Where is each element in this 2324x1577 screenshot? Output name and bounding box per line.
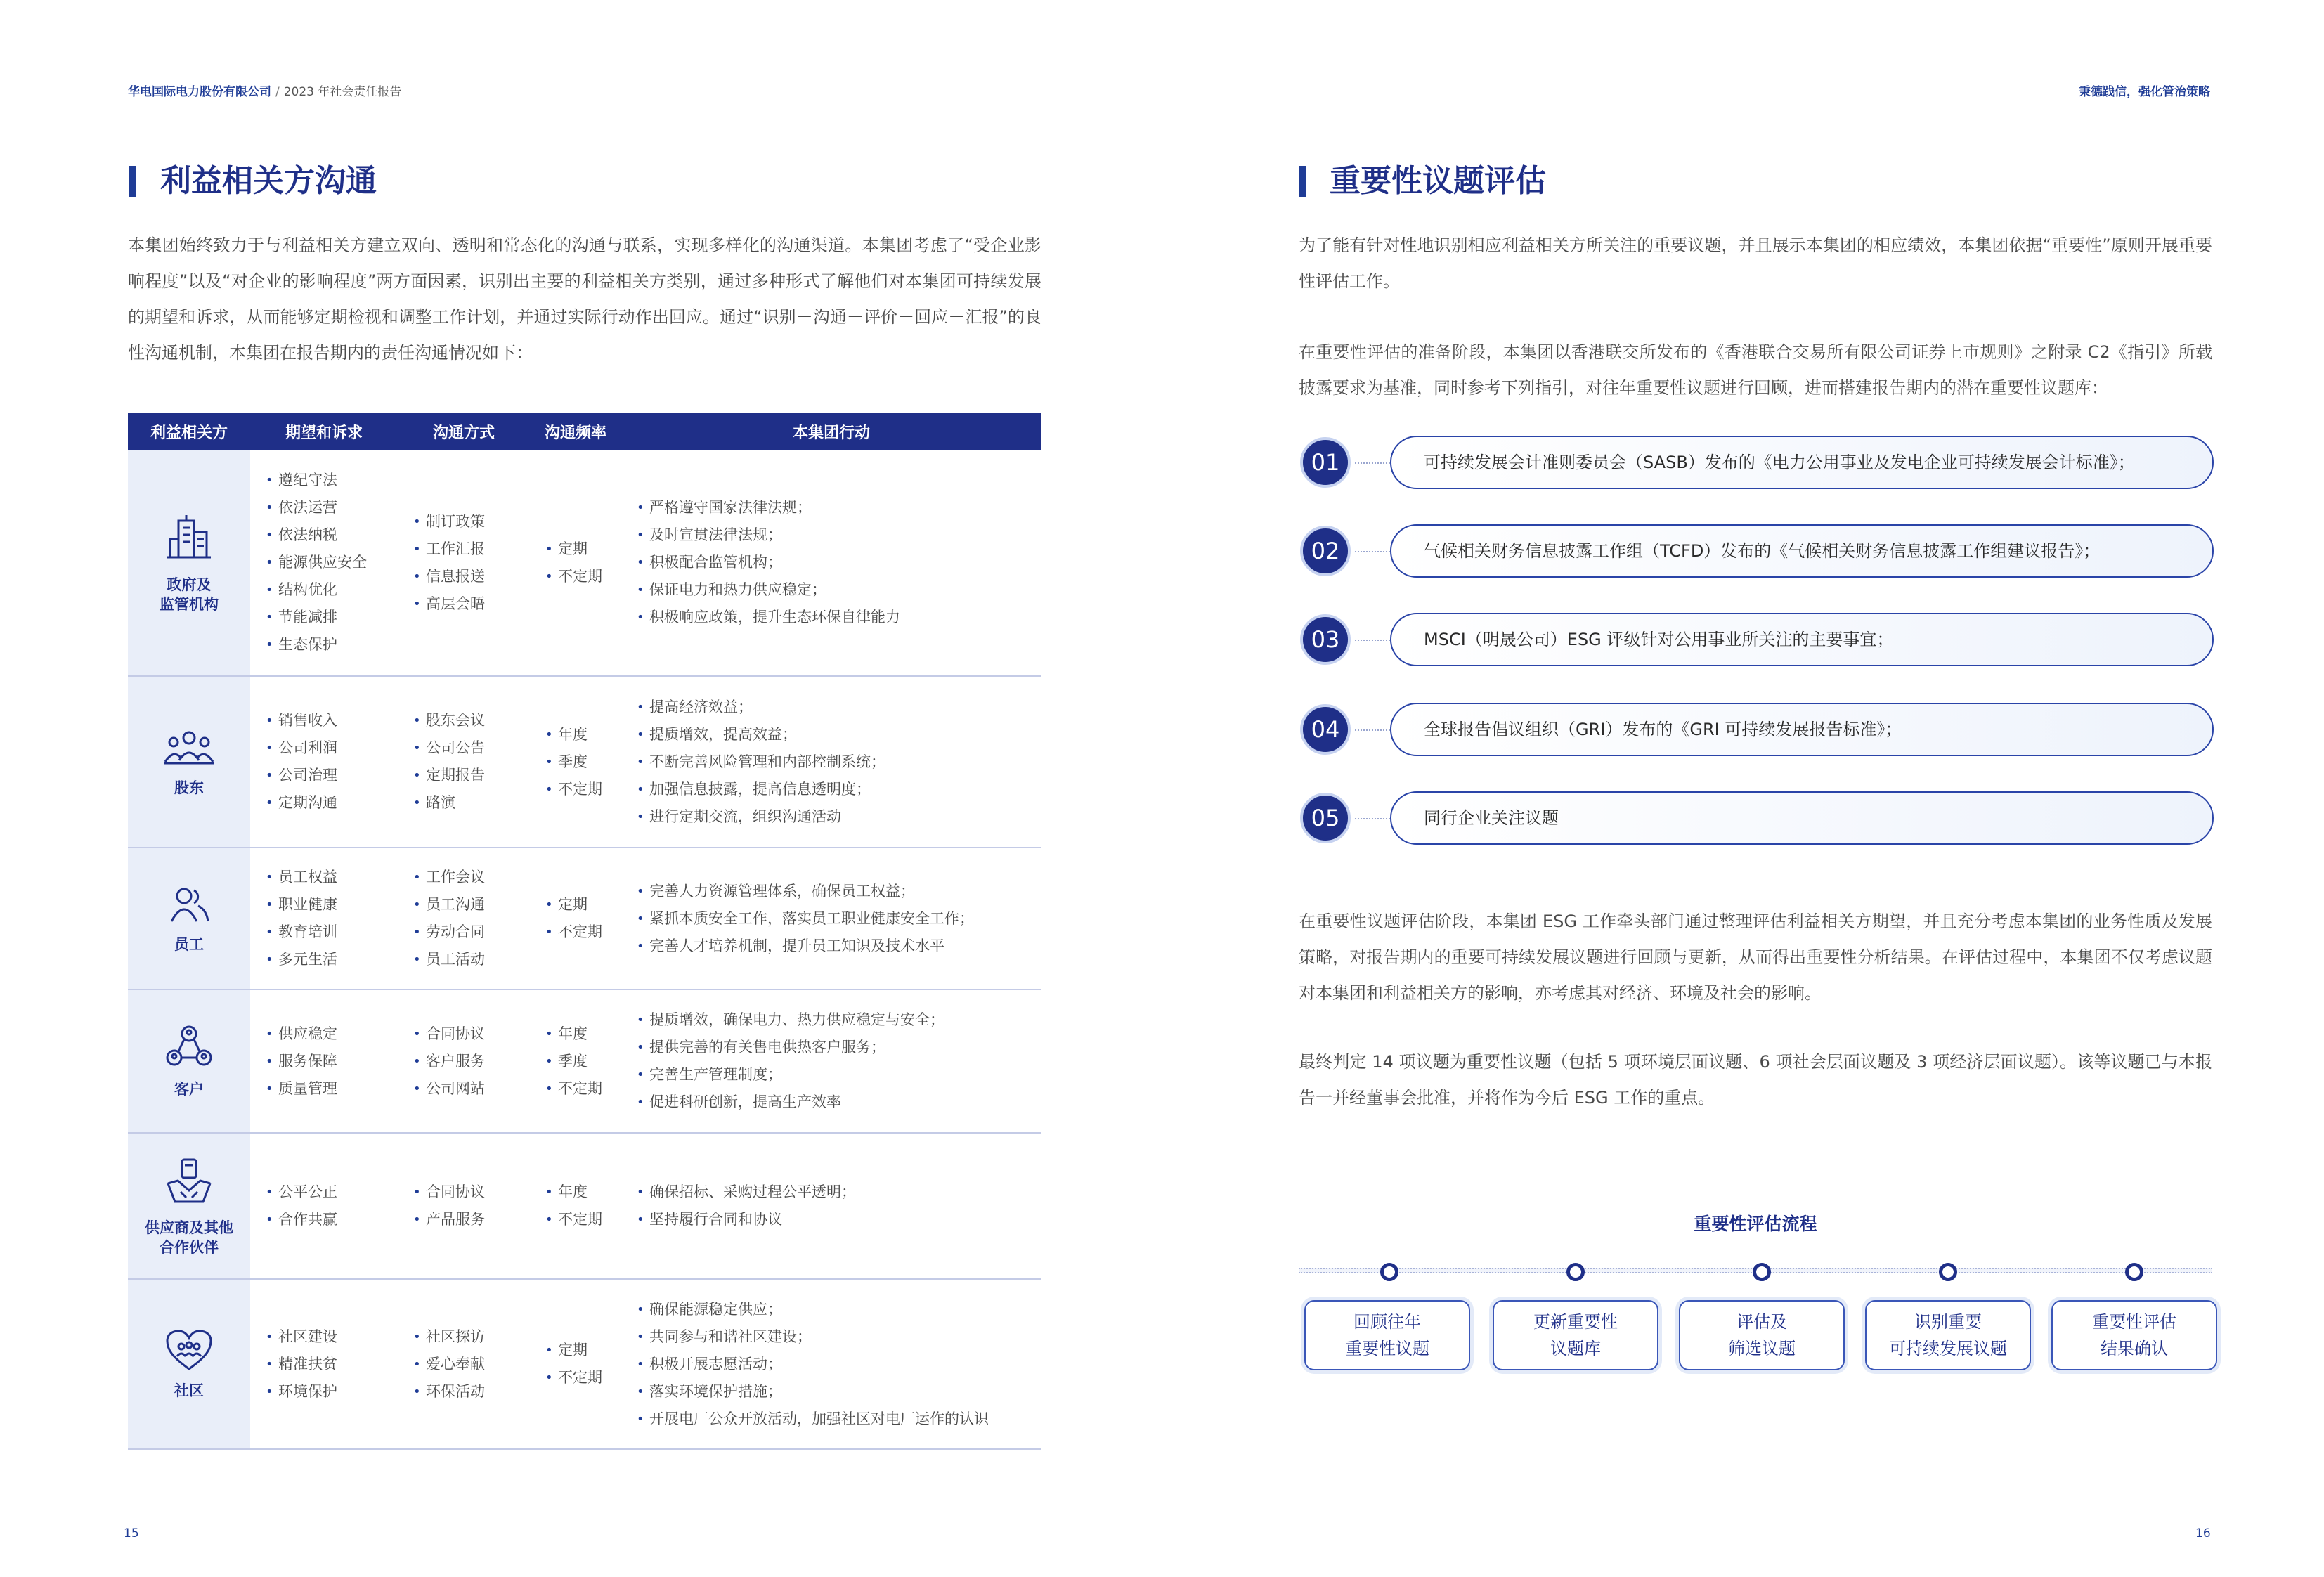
list-item: • 不定期 — [543, 563, 621, 590]
flow-step-line: 结果确认 — [2101, 1339, 2168, 1358]
cell-expectations — [250, 676, 398, 848]
list-item: • 生态保护 — [263, 631, 398, 658]
list-item: • 教育培训 — [263, 919, 398, 946]
list-item: • 不定期 — [543, 919, 621, 946]
list-item: • 提高经济效益； — [634, 694, 1041, 721]
list-item: • 紧抓本质安全工作，落实员工职业健康安全工作； — [634, 905, 1041, 933]
list-item: • 不定期 — [543, 1206, 621, 1233]
list-item: • 公平公正 — [263, 1179, 398, 1206]
guideline-number: 01 — [1300, 437, 1351, 488]
employees-icon — [128, 883, 250, 930]
header-right-title: 秉德践信，强化管治策略 — [2079, 85, 2210, 99]
cell-expectations — [250, 989, 398, 1133]
section-title-materiality: 重要性议题评估 — [1299, 163, 1546, 200]
list-item: • 员工沟通 — [410, 891, 530, 919]
frequency-list — [543, 891, 621, 946]
flow-node — [1380, 1263, 1398, 1281]
shareholders-group-icon — [128, 727, 250, 774]
cell-frequency — [530, 1279, 621, 1449]
flow-step-label — [2092, 1309, 2176, 1362]
methods-list — [410, 508, 530, 618]
cell-frequency — [530, 848, 621, 989]
list-item: • 合同协议 — [410, 1179, 530, 1206]
stakeholder-category — [128, 848, 250, 989]
government-building-icon — [128, 511, 250, 571]
flow-step-label — [1889, 1309, 2007, 1362]
flow-step-line: 更新重要性 — [1533, 1312, 1618, 1332]
flow-step — [1865, 1300, 2031, 1370]
flow-step-line: 重要性评估 — [2092, 1312, 2176, 1332]
list-item: • 确保招标、采购过程公平透明； — [634, 1179, 1041, 1206]
community-heart-icon — [128, 1328, 250, 1377]
flow-step-label — [1728, 1309, 1796, 1362]
guideline-number: 02 — [1300, 526, 1351, 576]
stakeholder-category — [128, 450, 250, 676]
frequency-list — [543, 536, 621, 590]
guideline-item — [1300, 524, 2214, 578]
table-header-cell: 沟通频率 — [530, 413, 621, 450]
list-item: • 制订政策 — [410, 508, 530, 536]
table-row — [128, 450, 1041, 676]
guideline-item — [1300, 791, 2214, 845]
list-item: • 能源供应安全 — [263, 549, 398, 576]
list-item: • 定期 — [543, 1337, 621, 1364]
guideline-text: 全球报告倡议组织（GRI）发布的《GRI 可持续发展报告标准》； — [1390, 703, 2214, 756]
table-header-cell: 期望和诉求 — [250, 413, 398, 450]
connector-dots — [1355, 729, 1390, 731]
guideline-text: 气候相关财务信息披露工作组（TCFD）发布的《气候相关财务信息披露工作组建议报告》； — [1390, 524, 2214, 578]
stakeholder-category — [128, 1133, 250, 1279]
flow-step-line: 回顾往年 — [1353, 1312, 1421, 1332]
expectations-list — [263, 467, 398, 658]
stakeholder-name: 供应商及其他 合作伙伴 — [145, 1219, 233, 1256]
list-item: • 公司利润 — [263, 734, 398, 762]
frequency-list — [543, 721, 621, 803]
guideline-number: 04 — [1300, 704, 1351, 755]
flow-step — [1304, 1300, 1470, 1370]
list-item: • 依法运营 — [263, 494, 398, 521]
list-item: • 进行定期交流，组织沟通活动 — [634, 803, 1041, 831]
expectations-list — [263, 1323, 398, 1406]
guideline-item — [1300, 613, 2214, 666]
list-item: • 坚持履行合同和协议 — [634, 1206, 1041, 1233]
expectations-list — [263, 1020, 398, 1103]
methods-list — [410, 864, 530, 973]
evaluation-paragraph-2: 最终判定 14 项议题为重要性议题（包括 5 项环境层面议题、6 项社会层面议题及 3 项经济层面议题）。该等议题已与本报告一并经董事会批准，并将作为今后 ESG 工作的重点。 — [1299, 1052, 2212, 1108]
list-item: • 质量管理 — [263, 1075, 398, 1103]
list-item: • 及时宣贯法律法规； — [634, 521, 1041, 549]
cell-frequency — [530, 676, 621, 848]
flow-step-line: 重要性议题 — [1345, 1339, 1429, 1358]
list-item: • 积极配合监管机构； — [634, 549, 1041, 576]
frequency-list — [543, 1179, 621, 1233]
guideline-text: MSCI（明晟公司）ESG 评级针对公用事业所关注的主要事宜； — [1390, 613, 2214, 666]
table-row — [128, 1133, 1041, 1279]
cell-frequency — [530, 1133, 621, 1279]
flow-node — [1566, 1263, 1585, 1281]
customers-network-icon — [128, 1024, 250, 1075]
list-item: • 公司治理 — [263, 762, 398, 789]
actions-list — [634, 694, 1041, 831]
stakeholder-category — [128, 989, 250, 1133]
list-item: • 积极开展志愿活动； — [634, 1351, 1041, 1378]
flow-title: 重要性评估流程 — [1694, 1214, 1817, 1234]
connector-dots — [1355, 462, 1390, 464]
methods-list — [410, 707, 530, 817]
list-item: • 开展电厂公众开放活动，加强社区对电厂运作的认识 — [634, 1406, 1041, 1433]
list-item: • 提质增效，提高效益； — [634, 721, 1041, 748]
page-number-right: 16 — [2195, 1526, 2211, 1540]
actions-list — [634, 1006, 1041, 1116]
methods-list — [410, 1179, 530, 1233]
list-item: • 严格遵守国家法律法规； — [634, 494, 1041, 521]
guideline-item — [1300, 703, 2214, 756]
expectations-list — [263, 864, 398, 973]
list-item: • 路演 — [410, 789, 530, 817]
list-item: • 定期 — [543, 536, 621, 563]
materiality-intro-2: 在重要性评估的准备阶段，本集团以香港联交所发布的《香港联合交易所有限公司证券上市规则》之附录 C2《指引》所载披露要求为基准，同时参考下列指引，对往年重要性议题进行回顾，进而搭建报告期内的潜在重要性议题库： — [1299, 342, 2212, 398]
table-row — [128, 989, 1041, 1133]
list-item: • 年度 — [543, 721, 621, 748]
list-item: • 不定期 — [543, 1075, 621, 1103]
list-item: • 社区探访 — [410, 1323, 530, 1351]
list-item: • 积极响应政策，提升生态环保自律能力 — [634, 604, 1041, 631]
table-header-cell: 利益相关方 — [128, 413, 250, 450]
list-item: • 不断完善风险管理和内部控制系统； — [634, 748, 1041, 776]
table-header-cell: 沟通方式 — [398, 413, 530, 450]
guideline-number: 03 — [1300, 614, 1351, 665]
list-item: • 产品服务 — [410, 1206, 530, 1233]
stakeholder-name: 社区 — [174, 1382, 204, 1399]
cell-frequency — [530, 989, 621, 1133]
methods-list — [410, 1020, 530, 1103]
frequency-list — [543, 1020, 621, 1103]
stakeholder-name: 员工 — [174, 935, 204, 953]
stakeholder-name: 政府及 监管机构 — [160, 576, 219, 613]
list-item: • 员工活动 — [410, 946, 530, 973]
methods-list — [410, 1323, 530, 1406]
list-item: • 加强信息披露，提高信息透明度； — [634, 776, 1041, 803]
flow-step-line: 议题库 — [1550, 1339, 1601, 1358]
cell-actions — [621, 989, 1041, 1133]
guideline-text: 可持续发展会计准则委员会（SASB）发布的《电力公用事业及发电企业可持续发展会计标准》； — [1390, 436, 2214, 489]
list-item: • 服务保障 — [263, 1048, 398, 1075]
flow-step-label — [1533, 1309, 1618, 1362]
materiality-intro-1: 为了能有针对性地识别相应利益相关方所关注的重要议题，并且展示本集团的相应绩效，本集团依据“重要性”原则开展重要性评估工作。 — [1299, 235, 2212, 291]
stakeholder-table — [128, 413, 1041, 1450]
connector-dots — [1355, 818, 1390, 819]
list-item: • 客户服务 — [410, 1048, 530, 1075]
list-item: • 环境保护 — [263, 1378, 398, 1406]
expectations-list — [263, 1179, 398, 1233]
list-item: • 环保活动 — [410, 1378, 530, 1406]
expectations-list — [263, 707, 398, 817]
list-item: • 爱心奉献 — [410, 1351, 530, 1378]
cell-methods — [398, 450, 530, 676]
flow-step — [1493, 1300, 1658, 1370]
section-title-stakeholder: 利益相关方沟通 — [129, 163, 377, 200]
table-row — [128, 676, 1041, 848]
flow-node — [2125, 1263, 2143, 1281]
list-item: • 年度 — [543, 1020, 621, 1048]
list-item: • 社区建设 — [263, 1323, 398, 1351]
connector-dots — [1355, 551, 1390, 552]
stakeholder-category — [128, 1279, 250, 1449]
list-item: • 合作共赢 — [263, 1206, 398, 1233]
list-item: • 共同参与和谐社区建设； — [634, 1323, 1041, 1351]
flow-step — [2051, 1300, 2217, 1370]
list-item: • 依法纳税 — [263, 521, 398, 549]
list-item: • 促进科研创新，提高生产效率 — [634, 1089, 1041, 1116]
list-item: • 信息报送 — [410, 563, 530, 590]
cell-actions — [621, 450, 1041, 676]
cell-actions — [621, 848, 1041, 989]
list-item: • 提质增效，确保电力、热力供应稳定与安全； — [634, 1006, 1041, 1034]
flow-step — [1679, 1300, 1845, 1370]
header-left — [128, 82, 401, 99]
cell-actions — [621, 676, 1041, 848]
cell-frequency — [530, 450, 621, 676]
cell-expectations — [250, 1279, 398, 1449]
actions-list — [634, 494, 1041, 631]
list-item: • 公司公告 — [410, 734, 530, 762]
guideline-item — [1300, 436, 2214, 489]
cell-actions — [621, 1133, 1041, 1279]
cell-methods — [398, 989, 530, 1133]
guideline-number: 05 — [1300, 793, 1351, 843]
list-item: • 确保能源稳定供应； — [634, 1296, 1041, 1323]
flow-node — [1939, 1263, 1957, 1281]
list-item: • 结构优化 — [263, 576, 398, 604]
list-item: • 劳动合同 — [410, 919, 530, 946]
list-item: • 遵纪守法 — [263, 467, 398, 494]
cell-methods — [398, 848, 530, 989]
list-item: • 股东会议 — [410, 707, 530, 734]
list-item: • 合同协议 — [410, 1020, 530, 1048]
list-item: • 销售收入 — [263, 707, 398, 734]
stakeholder-name: 客户 — [174, 1080, 204, 1098]
flow-step-line: 可持续发展议题 — [1889, 1339, 2007, 1358]
list-item: • 落实环境保护措施； — [634, 1378, 1041, 1406]
list-item: • 年度 — [543, 1179, 621, 1206]
list-item: • 职业健康 — [263, 891, 398, 919]
page-number-left: 15 — [124, 1526, 139, 1540]
stakeholder-category — [128, 676, 250, 848]
header-separator: / — [275, 85, 280, 99]
flow-step-line: 评估及 — [1736, 1312, 1787, 1332]
list-item: • 供应稳定 — [263, 1020, 398, 1048]
list-item: • 季度 — [543, 748, 621, 776]
cell-expectations — [250, 1133, 398, 1279]
cell-methods — [398, 676, 530, 848]
company-name: 华电国际电力股份有限公司 — [128, 85, 271, 99]
list-item: • 精准扶贫 — [263, 1351, 398, 1378]
flow-node — [1753, 1263, 1771, 1281]
list-item: • 完善人力资源管理体系，确保员工权益； — [634, 878, 1041, 905]
list-item: • 完善人才培养机制，提升员工知识及技术水平 — [634, 933, 1041, 960]
cell-actions — [621, 1279, 1041, 1449]
table-row — [128, 1279, 1041, 1449]
list-item: • 不定期 — [543, 1364, 621, 1391]
flow-step-line: 识别重要 — [1914, 1312, 1982, 1332]
list-item: • 多元生活 — [263, 946, 398, 973]
actions-list — [634, 878, 1041, 960]
list-item: • 员工权益 — [263, 864, 398, 891]
list-item: • 保证电力和热力供应稳定； — [634, 576, 1041, 604]
actions-list — [634, 1296, 1041, 1433]
cell-expectations — [250, 450, 398, 676]
report-name: 2023 年社会责任报告 — [283, 85, 402, 99]
list-item: • 定期沟通 — [263, 789, 398, 817]
cell-methods — [398, 1133, 530, 1279]
frequency-list — [543, 1337, 621, 1391]
list-item: • 公司网站 — [410, 1075, 530, 1103]
evaluation-paragraph-1: 在重要性议题评估阶段，本集团 ESG 工作牵头部门通过整理评估利益相关方期望，并且充分考虑本集团的业务性质及发展策略，对报告期内的重要可持续发展议题进行回顾与更新，从而得出重要性分析结果。在评估过程中，本集团不仅考虑议题对本集团和利益相关方的影响，亦考虑其对经济、环境及社会的影响。 — [1299, 911, 2212, 1003]
partners-handshake-icon — [128, 1155, 250, 1214]
list-item: • 工作会议 — [410, 864, 530, 891]
list-item: • 完善生产管理制度； — [634, 1061, 1041, 1089]
table-header-cell: 本集团行动 — [621, 413, 1041, 450]
table-row — [128, 848, 1041, 989]
actions-list — [634, 1179, 1041, 1233]
connector-dots — [1355, 640, 1390, 641]
list-item: • 定期报告 — [410, 762, 530, 789]
stakeholder-name: 股东 — [174, 779, 204, 796]
flow-step-line: 筛选议题 — [1728, 1339, 1796, 1358]
list-item: • 提供完善的有关售电供热客户服务； — [634, 1034, 1041, 1061]
stakeholder-intro: 本集团始终致力于与利益相关方建立双向、透明和常态化的沟通与联系，实现多样化的沟通渠道。本集团考虑了“受企业影响程度”以及“对企业的影响程度”两方面因素，识别出主要的利益相关方类别，通过多种形式了解他们对本集团可持续发展的期望和诉求，从而能够定期检视和调整工作计划，并通过实际行动作出回应。通过“识别－沟通－评价－回应－汇报”的良性沟通机制，本集团在报告期内的责任沟通情况如下： — [128, 235, 1041, 363]
list-item: • 定期 — [543, 891, 621, 919]
list-item: • 不定期 — [543, 776, 621, 803]
cell-expectations — [250, 848, 398, 989]
list-item: • 节能减排 — [263, 604, 398, 631]
table-header-row — [128, 413, 1041, 450]
list-item: • 季度 — [543, 1048, 621, 1075]
list-item: • 高层会晤 — [410, 590, 530, 618]
list-item: • 工作汇报 — [410, 536, 530, 563]
flow-step-label — [1345, 1309, 1429, 1362]
cell-methods — [398, 1279, 530, 1449]
guideline-text: 同行企业关注议题 — [1390, 791, 2214, 845]
